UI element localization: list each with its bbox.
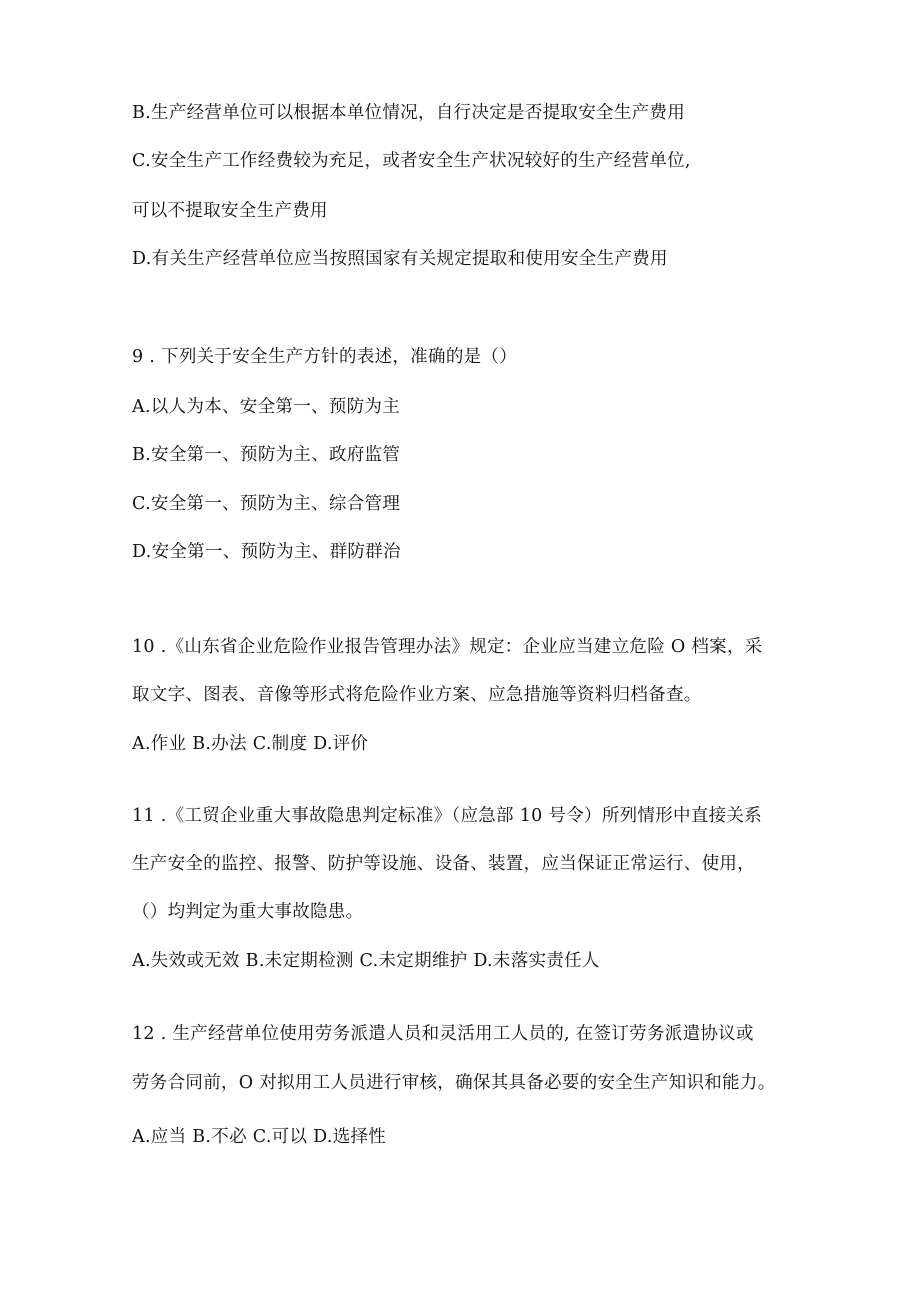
q9-option-a: A.以人为本、安全第一、预防为主: [132, 397, 400, 417]
q11-options: A.失效或无效 B.未定期检测 C.未定期维护 D.未落实责任人: [132, 951, 600, 971]
q12-options: A.应当 B.不必 C.可以 D.选择性: [132, 1127, 387, 1147]
q9-option-b: B.安全第一、预防为主、政府监管: [132, 445, 401, 465]
q11-question-line3: （）均判定为重大事故隐患。: [132, 902, 364, 922]
q9-option-c: C.安全第一、预防为主、综合管理: [132, 494, 401, 514]
q8-option-d: D.有关生产经营单位应当按照国家有关规定提取和使用安全生产费用: [132, 249, 668, 269]
q8-option-b: B.生产经营单位可以根据本单位情况，自行决定是否提取安全生产费用: [132, 103, 686, 123]
q10-options: A.作业 B.办法 C.制度 D.评价: [132, 734, 369, 754]
q12-question-line2: 劳务合同前，O 对拟用工人员进行审核，确保其具备必要的安全生产知识和能力。: [132, 1073, 776, 1093]
q10-question-line2: 取文字、图表、音像等形式将危险作业方案、应急措施等资料归档备查。: [132, 685, 702, 705]
q9-option-d: D.安全第一、预防为主、群防群治: [132, 542, 401, 562]
q11-question-line1: 11 .《工贸企业重大事故隐患判定标准》（应急部 10 号令）所列情形中直接关系: [132, 806, 763, 826]
q9-question: 9 . 下列关于安全生产方针的表述，准确的是（）: [132, 347, 518, 367]
q12-question-line1: 12 . 生产经营单位使用劳务派遣人员和灵活用工人员的, 在签订劳务派遣协议或: [132, 1024, 754, 1044]
q8-option-c-line2: 可以不提取安全生产费用: [132, 201, 328, 221]
q11-question-line2: 生产安全的监控、报警、防护等设施、设备、装置，应当保证正常运行、使用，: [132, 854, 755, 874]
q10-question-line1: 10 .《山东省企业危险作业报告管理办法》规定：企业应当建立危险 O 档案，采: [132, 637, 763, 657]
q8-option-c-line1: C.安全生产工作经费较为充足，或者安全生产状况较好的生产经营单位,: [132, 151, 691, 171]
